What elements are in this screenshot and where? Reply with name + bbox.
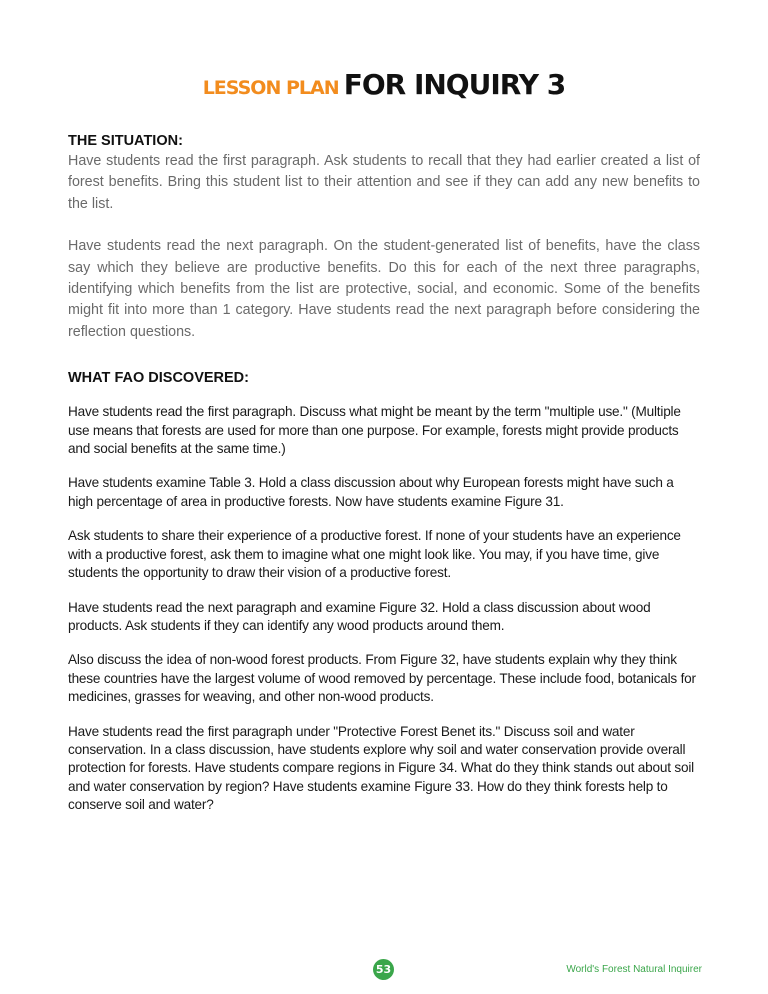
situation-paragraph-2: Have students read the next paragraph. On the student-generated list of benefits, have the class say which they believe are productive benefits. Do this for each of the next three paragraphs, identifying which benefits from the list are protective, social, and economic. Some of the benefits might fit into more than 1 category. Have students read the next paragraph before considering the reflection questions. — [68, 238, 700, 340]
discovered-paragraph-3: Ask students to share their experience of a productive forest. If none of your students have an experience with a productive forest, ask them to imagine what one might look like. You may, if you have time, give students the opportunity to draw their vision of a productive forest. — [68, 528, 681, 581]
page-number-badge: 53 — [373, 959, 394, 980]
main-content — [68, 133, 700, 815]
situation-paragraph-1: Have students read the first paragraph. Ask students to recall that they had earlier created a list of forest benefits. Bring this student list to their attention and see if they can add any new benefits to the list. — [68, 153, 700, 212]
situation-heading: THE SITUATION: — [68, 133, 183, 149]
situation-section — [68, 133, 700, 343]
discovered-paragraph-1: Have students read the first paragraph. Discuss what might be meant by the term "multiple use." (Multiple use means that forests are used for more than one purpose. For example, forests might provide products and social benefits at the same time.) — [68, 404, 681, 457]
publication-name: World's Forest Natural Inquirer — [566, 964, 702, 975]
title-inquiry: FOR INQUIRY 3 — [343, 68, 566, 101]
discovered-section — [68, 370, 700, 814]
discovered-paragraph-2: Have students examine Table 3. Hold a class discussion about why European forests might have such a high percentage of area in productive forests. Now have students examine Figure 31. — [68, 475, 674, 509]
discovered-paragraph-5: Also discuss the idea of non-wood forest products. From Figure 32, have students explain why they think these countries have the largest volume of wood removed by percentage. These include food, botanicals for medicines, grasses for weaving, and other non-wood products. — [68, 652, 696, 705]
discovered-paragraph-6: Have students read the first paragraph under "Protective Forest Benet its." Discuss soil and water conservation. In a class discussion, have students explore why soil and water conservation provide overall protection for forests. Have students compare regions in Figure 34. What do they think stands out about soil and water conservation by region? Have students examine Figure 33. How do they think forests help to conserve soil and water? — [68, 723, 694, 813]
title-lesson-plan: LESSON PLAN — [202, 77, 339, 99]
discovered-paragraph-4: Have students read the next paragraph and examine Figure 32. Hold a class discussion about wood products. Ask students if they can identify any wood products around them. — [68, 599, 651, 633]
discovered-heading: WHAT FAO DISCOVERED: — [68, 370, 249, 387]
page-title — [0, 68, 768, 101]
